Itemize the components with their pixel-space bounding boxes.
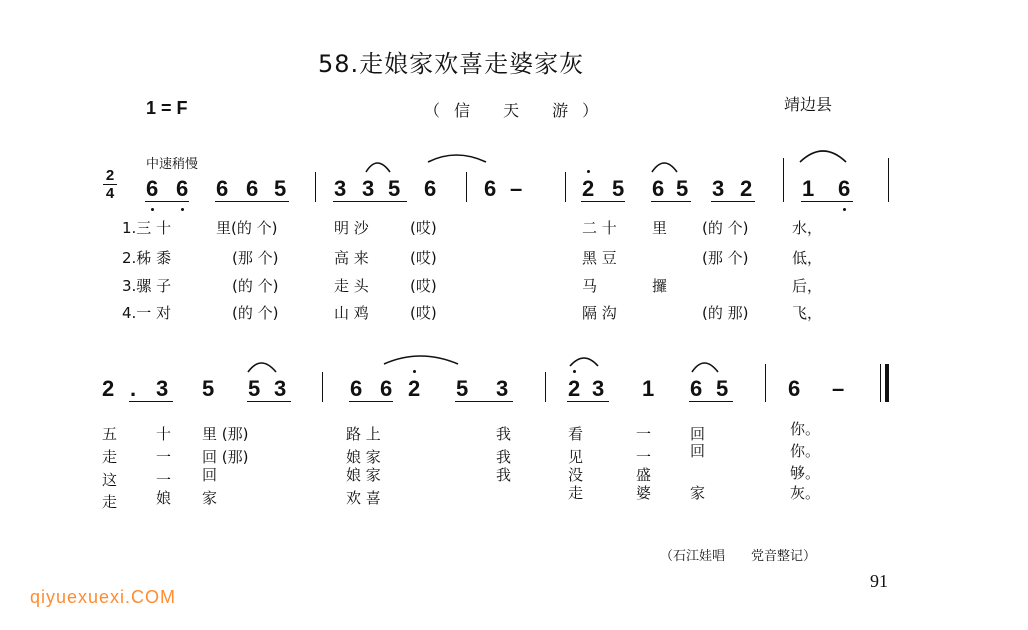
score-note: 5 xyxy=(676,176,689,201)
slur xyxy=(384,356,458,364)
score-note: 1 xyxy=(642,376,655,401)
slur xyxy=(692,363,718,372)
lyric: 娘 xyxy=(156,489,172,507)
score-note: 5 xyxy=(456,376,469,401)
lyric: 水， xyxy=(792,219,823,237)
score-note: 6 xyxy=(484,176,497,201)
score-note: 3 xyxy=(362,176,375,201)
score-note: 3 xyxy=(156,376,169,401)
lyric: 2.秭 黍 xyxy=(122,249,172,267)
lyric: 五 xyxy=(102,425,118,443)
lyric: 见 xyxy=(568,448,584,466)
lyric: 飞， xyxy=(792,304,823,322)
lyric: 明 沙 xyxy=(334,219,369,237)
score-note: 1 xyxy=(802,176,815,201)
lyric: 我 xyxy=(496,425,512,443)
lyric: 这 xyxy=(102,471,118,489)
lyric: 回 xyxy=(690,442,706,460)
score-note: – xyxy=(510,176,523,201)
lyric: 娘 家 xyxy=(346,466,381,484)
lyric: (的 那) xyxy=(702,304,749,322)
lyric: 一 xyxy=(636,425,652,443)
lyric: 没 xyxy=(568,466,584,484)
lyric: 1.三 十 xyxy=(122,219,172,237)
region-label: 靖边县 xyxy=(784,95,833,114)
score-note: 3 xyxy=(592,376,605,401)
score-note: 3 xyxy=(334,176,347,201)
score-note: . xyxy=(130,376,137,401)
lyric: (哎) xyxy=(410,219,437,237)
score-note: 6 xyxy=(216,176,229,201)
lyric: 低， xyxy=(792,249,823,267)
score-note: 2 xyxy=(582,176,595,201)
key-signature: 1 = F xyxy=(146,98,188,118)
lyric: 里 xyxy=(652,219,668,237)
credit-line: （石江娃唱 党音整记） xyxy=(660,549,817,564)
tempo-marking: 中速稍慢 xyxy=(146,157,199,172)
score-note: 6 xyxy=(788,376,801,401)
lyric: 家 xyxy=(690,484,706,502)
slur xyxy=(652,163,677,172)
lyric: 二 十 xyxy=(582,219,617,237)
lyric: (的 个) xyxy=(702,219,749,237)
lyric: 黑 豆 xyxy=(582,249,617,267)
score-note: 6 xyxy=(424,176,437,201)
lyric: 回 xyxy=(202,466,218,484)
lyric: 我 xyxy=(496,448,512,466)
lyric: 回 (那) xyxy=(202,448,249,466)
lyric: 娘 家 xyxy=(346,448,381,466)
lyric: (哎) xyxy=(410,249,437,267)
lyric: 走 xyxy=(102,448,118,466)
lyric: 走 头 xyxy=(334,277,369,295)
time-signature-top: 2 xyxy=(105,167,115,184)
lyric: 一 xyxy=(156,471,172,489)
lyric: (的 个) xyxy=(232,304,279,322)
lyric: 4.一 对 xyxy=(122,304,172,322)
slur xyxy=(248,363,276,372)
page-number: 91 xyxy=(870,571,888,591)
lyric: 隔 沟 xyxy=(582,304,617,322)
lyric: 欢 喜 xyxy=(346,489,381,507)
score-note: 6 xyxy=(146,176,159,201)
score-note: 6 xyxy=(246,176,259,201)
score-note: 5 xyxy=(716,376,729,401)
score-note: 6 xyxy=(652,176,665,201)
score-note: 6 xyxy=(690,376,703,401)
lyric: 后， xyxy=(792,277,823,295)
score-note: 2 xyxy=(740,176,753,201)
lyric: 里(的 个) xyxy=(216,219,278,237)
time-signature-bottom: 4 xyxy=(105,185,115,202)
slur xyxy=(800,151,846,162)
score-note: 6 xyxy=(350,376,363,401)
lyric: 婆 xyxy=(636,484,652,502)
slur xyxy=(570,358,598,366)
lyric: 马 xyxy=(582,277,598,295)
lyric: 路 上 xyxy=(346,425,381,443)
lyric: 走 xyxy=(102,493,118,511)
slur xyxy=(428,155,486,162)
lyric: 看 xyxy=(568,425,584,443)
lyric: (哎) xyxy=(410,277,437,295)
lyric: 灰。 xyxy=(790,484,821,502)
lyric: 攞 xyxy=(652,277,668,295)
score-note: 2 xyxy=(408,376,421,401)
score-note: 5 xyxy=(388,176,401,201)
genre-label: （信 天 游） xyxy=(424,101,613,120)
lyric: 走 xyxy=(568,484,584,502)
score-note: 5 xyxy=(202,376,215,401)
lyric: 高 来 xyxy=(334,249,369,267)
score-note: 2 xyxy=(568,376,581,401)
score-note: 3 xyxy=(274,376,287,401)
lyric: (的 个) xyxy=(232,277,279,295)
lyric: 盛 xyxy=(636,466,652,484)
score-note: 6 xyxy=(838,176,851,201)
lyric: 你。 xyxy=(790,420,821,438)
lyric: 里 (那) xyxy=(202,425,249,443)
score-note: – xyxy=(832,376,845,401)
lyric: 山 鸡 xyxy=(334,304,369,322)
score-note: 6 xyxy=(380,376,393,401)
score-note: 5 xyxy=(274,176,287,201)
watermark-logo: qiyuexuexi.COM xyxy=(30,587,177,607)
page-title: 58.走娘家欢喜走婆家灰 xyxy=(318,50,585,78)
lyric: 3.骡 子 xyxy=(122,277,172,295)
score-note: 5 xyxy=(612,176,625,201)
lyric: (那 个) xyxy=(232,249,279,267)
lyric: 你。 xyxy=(790,442,821,460)
slur xyxy=(366,163,390,172)
lyric: (哎) xyxy=(410,304,437,322)
lyric: 一 xyxy=(636,448,652,466)
lyric: 一 xyxy=(156,448,172,466)
lyric: 家 xyxy=(202,489,218,507)
score-note: 3 xyxy=(712,176,725,201)
lyric: 十 xyxy=(156,425,172,443)
score-note: 6 xyxy=(176,176,189,201)
score-note: 5 xyxy=(248,376,261,401)
lyric: 回 xyxy=(690,425,706,443)
lyric: 够。 xyxy=(790,464,821,482)
lyric: 我 xyxy=(496,466,512,484)
lyric: (那 个) xyxy=(702,249,749,267)
score-note: 2 xyxy=(102,376,115,401)
score-note: 3 xyxy=(496,376,509,401)
